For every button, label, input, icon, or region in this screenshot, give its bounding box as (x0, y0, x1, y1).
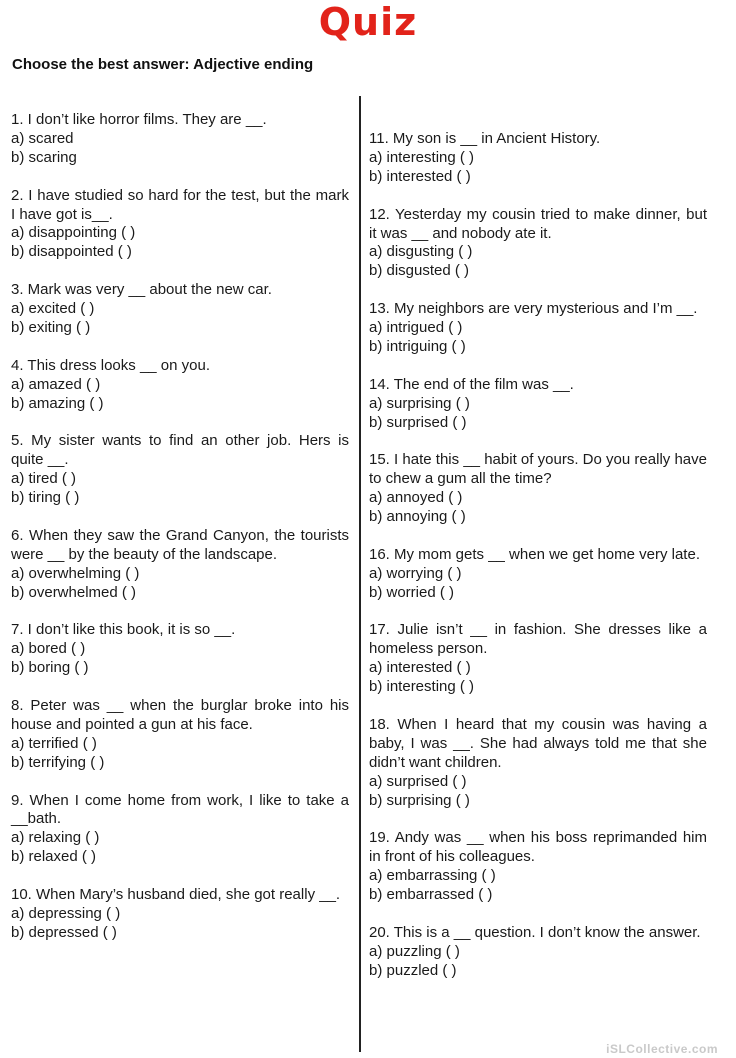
answer-option-b: b) disgusted ( ) (369, 262, 470, 280)
watermark: iSLCollective.com (606, 1042, 718, 1056)
answer-option-b: b) terrifying ( ) (11, 753, 105, 771)
question-stem: 5. My sister wants to find an other job. Hers is quite __. (11, 432, 349, 469)
answer-option-a: a) overwhelming ( ) (11, 564, 140, 582)
answer-option-a: a) annoyed ( ) (369, 489, 463, 507)
question-item (369, 621, 707, 697)
answer-option-b: b) exiting ( ) (11, 318, 91, 336)
question-stem: 10. When Mary’s husband died, she got really __. (11, 886, 341, 904)
question-stem: 13. My neighbors are very mysterious and I’m __. (369, 300, 698, 318)
answer-option-b: b) surprising ( ) (369, 791, 470, 809)
question-item (369, 716, 707, 811)
question-stem: 15. I hate this __ habit of yours. Do you really have to chew a gum all the time? (369, 451, 707, 488)
answer-option-b: b) tiring ( ) (11, 489, 80, 507)
question-item (11, 187, 349, 263)
answer-option-a: a) intrigued ( ) (369, 319, 463, 337)
answer-option-a: a) disgusting ( ) (369, 243, 473, 261)
answer-option-b: b) depressed ( ) (11, 923, 117, 941)
question-item (369, 376, 707, 433)
question-stem: 9. When I come home from work, I like to take a __bath. (11, 791, 349, 828)
answer-option-a: a) surprising ( ) (369, 394, 470, 412)
question-stem: 7. I don’t like this book, it is so __. (11, 621, 236, 639)
answer-option-b: b) scaring (11, 148, 77, 166)
quiz-instructions: Choose the best answer: Adjective ending (12, 56, 314, 73)
question-stem: 16. My mom gets __ when we get home very late. (369, 545, 700, 563)
questions-column-right (369, 130, 707, 1000)
answer-option-a: a) embarrassing ( ) (369, 867, 496, 885)
question-item (11, 432, 349, 508)
column-divider (359, 96, 361, 1052)
question-item (11, 111, 349, 168)
answer-option-b: b) interested ( ) (369, 167, 471, 185)
question-stem: 18. When I heard that my cousin was having a baby, I was __. She had always told me that she didn’t want children. (369, 715, 707, 771)
answer-option-a: a) terrified ( ) (11, 734, 97, 752)
answer-option-b: b) overwhelmed ( ) (11, 583, 137, 601)
question-item (369, 300, 707, 357)
question-stem: 20. This is a __ question. I don’t know the answer. (369, 923, 701, 941)
answer-option-b: b) relaxed ( ) (11, 848, 97, 866)
answer-option-a: a) surprised ( ) (369, 772, 467, 790)
answer-option-b: b) disappointed ( ) (11, 243, 132, 261)
question-stem: 2. I have studied so hard for the test, but the mark I have got is__. (11, 186, 349, 223)
quiz-title: Quiz (318, 0, 418, 44)
question-stem: 12. Yesterday my cousin tried to make dinner, but it was __ and nobody ate it. (369, 205, 707, 242)
answer-option-a: a) disappointing ( ) (11, 224, 136, 242)
answer-option-a: a) amazed ( ) (11, 375, 101, 393)
answer-option-a: a) excited ( ) (11, 300, 95, 318)
answer-option-a: a) puzzling ( ) (369, 942, 460, 960)
question-stem: 11. My son is __ in Ancient History. (369, 130, 601, 147)
question-stem: 19. Andy was __ when his boss reprimanded him in front of his colleagues. (369, 829, 707, 866)
questions-column-left (11, 111, 349, 962)
answer-option-b: b) embarrassed ( ) (369, 886, 493, 904)
question-item (11, 527, 349, 603)
answer-option-b: b) interesting ( ) (369, 678, 475, 696)
question-item (369, 924, 707, 981)
question-item (369, 546, 707, 603)
question-item (11, 281, 349, 338)
answer-option-a: a) scared (11, 129, 74, 147)
answer-option-b: b) worried ( ) (369, 583, 455, 601)
answer-option-b: b) amazing ( ) (11, 394, 104, 412)
answer-option-b: b) puzzled ( ) (369, 961, 457, 979)
question-stem: 8. Peter was __ when the burglar broke into his house and pointed a gun at his face. (11, 696, 349, 733)
question-item (369, 130, 707, 187)
question-item (11, 357, 349, 414)
question-stem: 3. Mark was very __ about the new car. (11, 281, 272, 299)
question-stem: 6. When they saw the Grand Canyon, the tourists were __ by the beauty of the landscape. (11, 526, 349, 563)
question-item (11, 697, 349, 773)
answer-option-a: a) interesting ( ) (369, 148, 475, 166)
question-stem: 17. Julie isn’t __ in fashion. She dresses like a homeless person. (369, 621, 707, 658)
question-stem: 1. I don’t like horror films. They are __. (11, 111, 267, 128)
answer-option-a: a) bored ( ) (11, 640, 86, 658)
answer-option-a: a) worrying ( ) (369, 564, 462, 582)
answer-option-a: a) relaxing ( ) (11, 829, 100, 847)
answer-option-b: b) surprised ( ) (369, 413, 467, 431)
answer-option-b: b) intriguing ( ) (369, 337, 466, 355)
question-stem: 14. The end of the film was __. (369, 375, 574, 393)
answer-option-b: b) annoying ( ) (369, 508, 466, 526)
question-item (11, 621, 349, 678)
answer-option-a: a) interested ( ) (369, 659, 471, 677)
question-stem: 4. This dress looks __ on you. (11, 356, 210, 374)
question-item (11, 792, 349, 868)
answer-option-a: a) tired ( ) (11, 470, 77, 488)
question-item (369, 451, 707, 527)
question-item (11, 886, 349, 943)
answer-option-a: a) depressing ( ) (11, 904, 121, 922)
answer-option-b: b) boring ( ) (11, 659, 89, 677)
question-item (369, 829, 707, 905)
question-item (369, 206, 707, 282)
